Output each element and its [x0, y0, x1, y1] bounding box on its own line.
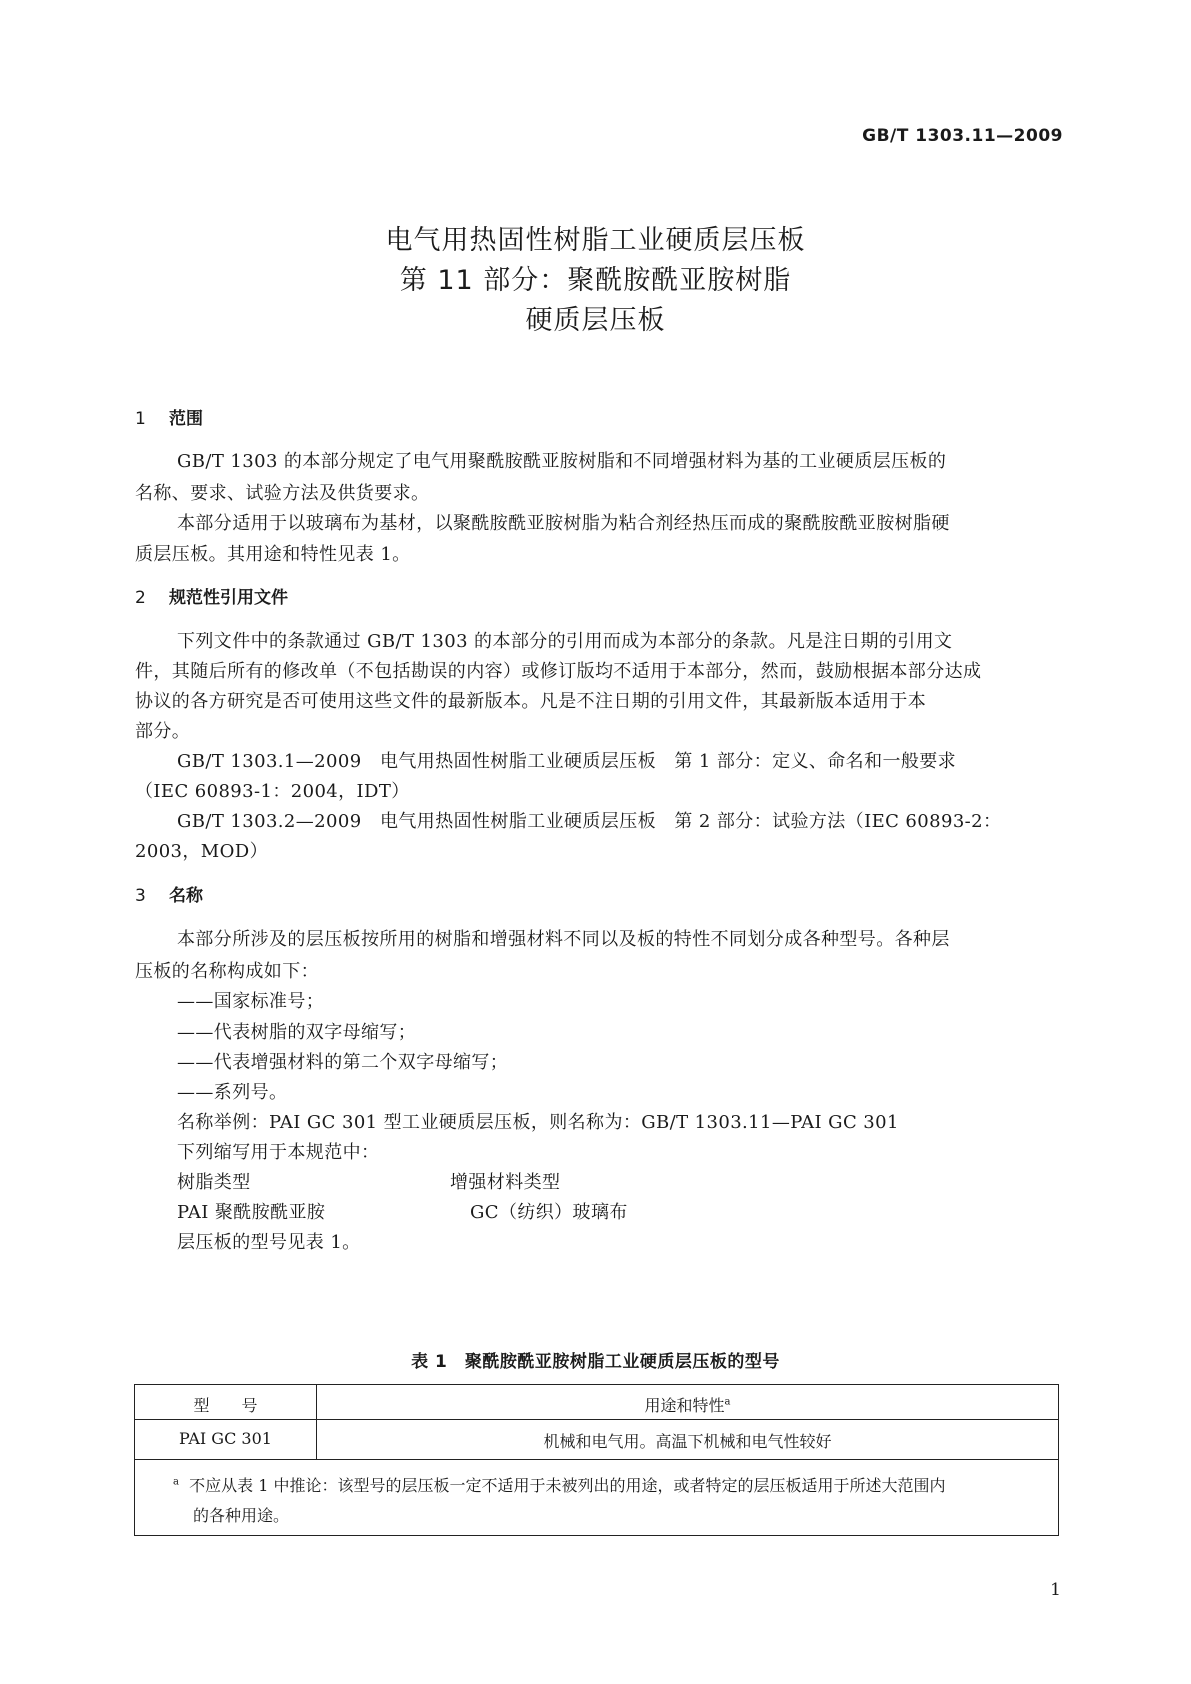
- section-2-title: 规范性引用文件: [169, 588, 288, 608]
- reinforcement-type-label: 增强材料类型: [450, 1172, 561, 1193]
- section-2-paragraph-line-2: 件，其随后所有的修改单（不包括勘误的内容）或修订版均不适用于本部分，然而，鼓励根据本部分达成: [135, 661, 982, 682]
- name-component-list-item: ——代表树脂的双字母缩写；: [177, 1022, 417, 1043]
- reference-2-line-1: GB/T 1303.2—2009 电气用热固性树脂工业硬质层压板 第 2 部分：试验方法（IEC 60893-2：: [177, 811, 1002, 832]
- name-component-list-item: ——国家标准号；: [177, 991, 325, 1012]
- document-title-line-1: 电气用热固性树脂工业硬质层压板: [385, 225, 806, 256]
- section-2-heading: [135, 583, 288, 608]
- name-component-list-item: ——系列号。: [177, 1082, 288, 1103]
- reference-1-line-1: GB/T 1303.1—2009 电气用热固性树脂工业硬质层压板 第 1 部分：定义、命名和一般要求: [177, 751, 957, 772]
- section-1-paragraph-1-line-1: GB/T 1303 的本部分规定了电气用聚酰胺酰亚胺树脂和不同增强材料为基的工业硬质层压板的: [177, 451, 947, 472]
- table-header-type: 型 号: [193, 1396, 258, 1415]
- document-title-line-3: 硬质层压板: [525, 305, 666, 336]
- section-1-paragraph-2-line-2: 质层压板。其用途和特性见表 1。: [135, 544, 411, 565]
- footnote-marker: a: [173, 1476, 179, 1488]
- section-1-number: 1: [135, 409, 146, 429]
- section-2-paragraph-line-1: 下列文件中的条款通过 GB/T 1303 的本部分的引用而成为本部分的条款。凡是注日期的引用文: [177, 631, 953, 652]
- abbreviation-intro: 下列缩写用于本规范中：: [177, 1142, 380, 1163]
- table-header-use: [317, 1393, 1058, 1416]
- table-body-divider: [135, 1459, 1058, 1460]
- section-2-paragraph-line-4: 部分。: [135, 721, 191, 742]
- table-1-title: 表 1 聚酰胺酰亚胺树脂工业硬质层压板的型号: [411, 1352, 780, 1372]
- naming-example: 名称举例：PAI GC 301 型工业硬质层压板，则名称为：GB/T 1303.11—PAI GC 301: [177, 1112, 899, 1133]
- table-row-type: PAI GC 301: [179, 1429, 272, 1448]
- table-header-use-label: 用途和特性: [644, 1396, 725, 1415]
- standard-number: GB/T 1303.11—2009: [862, 126, 1063, 146]
- section-3-number: 3: [135, 886, 146, 906]
- section-1-paragraph-1-line-2: 名称、要求、试验方法及供货要求。: [135, 483, 430, 504]
- section-3-paragraph-line-2: 压板的名称构成如下：: [135, 961, 319, 982]
- type-reference: 层压板的型号见表 1。: [177, 1232, 361, 1253]
- page-number: 1: [1050, 1580, 1061, 1600]
- table-footnote-line-2: 的各种用途。: [193, 1506, 290, 1525]
- section-2-number: 2: [135, 588, 146, 608]
- table-header-divider: [135, 1419, 1058, 1420]
- section-3-paragraph-line-1: 本部分所涉及的层压板按所用的树脂和增强材料不同以及板的特性不同划分成各种型号。各种层: [177, 929, 950, 950]
- reference-1-line-2: （IEC 60893-1：2004，IDT）: [135, 781, 410, 802]
- table-1: [134, 1384, 1059, 1536]
- reinforcement-abbreviation: GC（纺织）玻璃布: [470, 1202, 628, 1223]
- section-1-heading: [135, 404, 203, 429]
- section-3-heading: [135, 881, 203, 906]
- table-footnote-text: 不应从表 1 中推论：该型号的层压板一定不适用于未被列出的用途，或者特定的层压板适用于所述大范围内: [189, 1476, 946, 1495]
- document-title-line-2: 第 11 部分：聚酰胺酰亚胺树脂: [399, 265, 792, 296]
- name-component-list-item: ——代表增强材料的第二个双字母缩写；: [177, 1052, 509, 1073]
- table-footnote-line-1: [173, 1473, 946, 1496]
- resin-type-label: 树脂类型: [177, 1172, 251, 1193]
- section-3-title: 名称: [169, 886, 203, 906]
- table-row-use: 机械和电气用。高温下机械和电气性较好: [543, 1432, 832, 1451]
- section-1-title: 范围: [169, 409, 203, 429]
- section-2-paragraph-line-3: 协议的各方研究是否可使用这些文件的最新版本。凡是不注日期的引用文件，其最新版本适用于本: [135, 691, 927, 712]
- footnote-marker: a: [724, 1396, 731, 1408]
- resin-abbreviation: PAI 聚酰胺酰亚胺: [177, 1202, 326, 1223]
- reference-2-line-2: 2003，MOD）: [135, 841, 269, 862]
- section-1-paragraph-2-line-1: 本部分适用于以玻璃布为基材，以聚酰胺酰亚胺树脂为粘合剂经热压而成的聚酰胺酰亚胺树脂硬: [177, 513, 950, 534]
